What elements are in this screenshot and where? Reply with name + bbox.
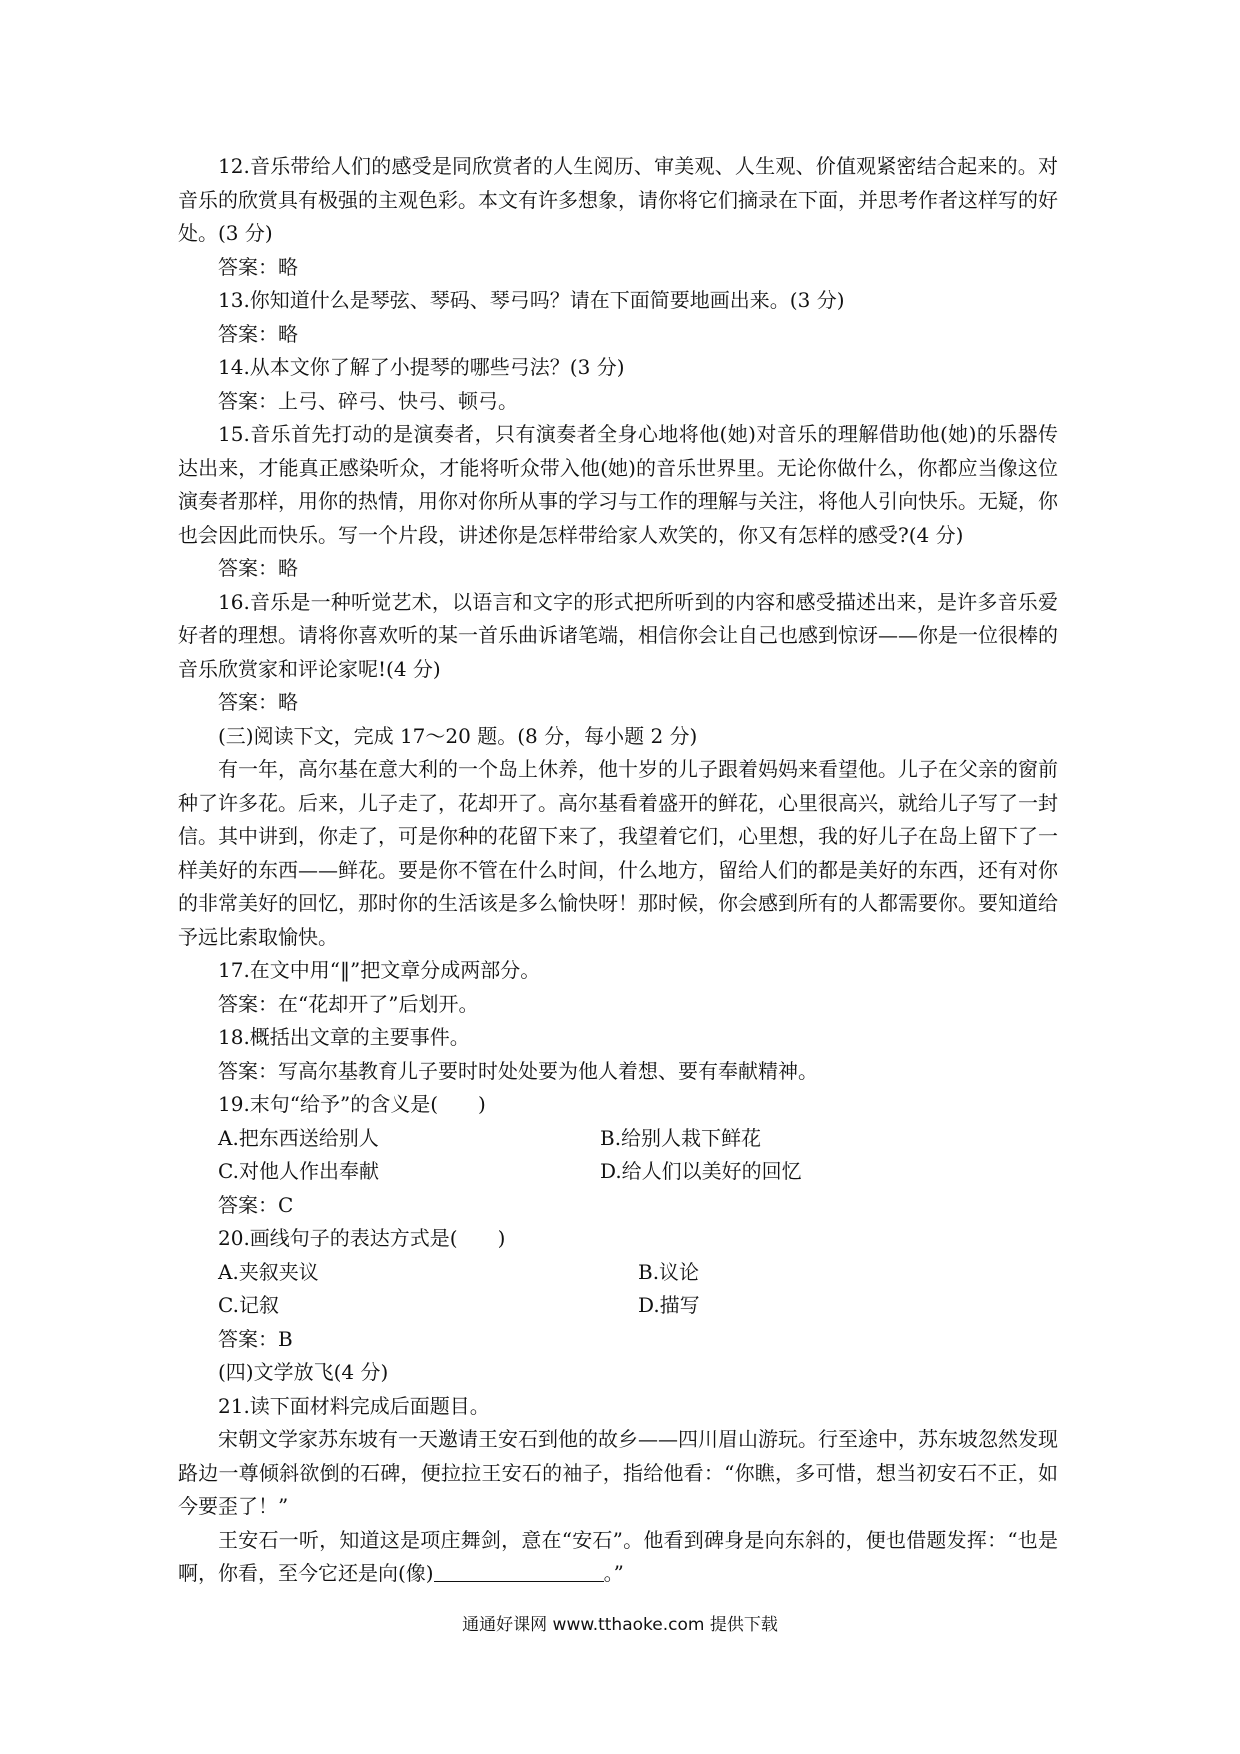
question-16: 16.音乐是一种听觉艺术，以语言和文字的形式把所听到的内容和感受描述出来，是许多音乐爱好者的理想。请将你喜欢听的某一首乐曲诉诸笔端，相信你会让自己也感到惊讶——你是一位很棒的音乐欣赏家和评论家呢!(4 分) [178,589,1058,681]
question-19: 19.末句“给予”的含义是( ) [218,1092,486,1116]
question-20: 20.画线句子的表达方式是( ) [218,1226,506,1250]
answer-15: 答案：略 [218,556,298,580]
question-20-option-d: D.描写 [638,1293,700,1317]
question-15: 15.音乐首先打动的是演奏者，只有演奏者全身心地将他(她)对音乐的理解借助他(她)的乐器传达出来，才能真正感染听众，才能将听众带入他(她)的音乐世界里。无论你做什么，你都应当像这位演奏者那样，用你的热情，用你对你所从事的学习与工作的理解与关注，将他人引向快乐。无疑，你也会因此而快乐。写一个片段，讲述你是怎样带给家人欢笑的，你又有怎样的感受?(4 分) [178,422,1058,547]
answer-19: 答案：C [218,1192,294,1217]
footer-credit: 通通好课网 www.tthaoke.com 提供下载 [462,1615,778,1635]
section-3-heading: (三)阅读下文，完成 17～20 题。(8 分，每小题 2 分) [218,723,698,748]
document-content [178,150,1058,1591]
question-18: 18.概括出文章的主要事件。 [218,1025,470,1049]
answer-18: 答案：写高尔基教育儿子要时时处处要为他人着想、要有奉献精神。 [218,1058,818,1083]
question-19-options-row-2 [178,1155,1058,1189]
answer-17: 答案：在“花却开了”后划开。 [218,991,479,1016]
question-21-passage-2-end: 。” [603,1561,624,1585]
question-21-passage-1: 宋朝文学家苏东坡有一天邀请王安石到他的故乡——四川眉山游玩。行至途中，苏东坡忽然发现路边一尊倾斜欲倒的石碑，便拉拉王安石的袖子，指给他看：“你瞧，多可惜，想当初安石不正，如今要歪了！” [178,1427,1058,1518]
answer-13: 答案：略 [218,321,298,346]
section-3-passage: 有一年，高尔基在意大利的一个岛上休养，他十岁的儿子跟着妈妈来看望他。儿子在父亲的窗前种了许多花。后来，儿子走了，花却开了。高尔基看着盛开的鲜花，心里很高兴，就给儿子写了一封信。其中讲到，你走了，可是你种的花留下来了，我望着它们，心里想，我的好儿子在岛上留下了一样美好的东西——鲜花。要是你不管在什么时间，什么地方，留给人们的都是美好的东西，还有对你的非常美好的回忆，那时你的生活该是多么愉快呀！那时候，你会感到所有的人都需要你。要知道给予远比索取愉快。 [178,757,1058,949]
question-12: 12.音乐带给人们的感受是同欣赏者的人生阅历、审美观、人生观、价值观紧密结合起来的。对音乐的欣赏具有极强的主观色彩。本文有许多想象，请你将它们摘录在下面，并思考作者这样写的好处。(3 分) [178,154,1058,245]
question-19-option-d: D.给人们以美好的回忆 [600,1159,802,1183]
question-19-option-a: A.把东西送给别人 [218,1125,379,1150]
question-20-option-a: A.夹叙夹议 [218,1259,319,1284]
question-14: 14.从本文你了解了小提琴的哪些弓法？(3 分) [218,355,625,379]
question-21: 21.读下面材料完成后面题目。 [218,1393,490,1418]
answer-14: 答案：上弓、碎弓、快弓、顿弓。 [218,388,518,413]
section-4-heading: (四)文学放飞(4 分) [218,1360,389,1384]
answer-20: 答案：B [218,1326,293,1351]
question-19-options-row-1 [178,1122,1058,1156]
answer-16: 答案：略 [218,690,298,714]
question-20-options-row-1 [178,1256,1058,1290]
question-21-passage-2-text: 王安石一听，知道这是项庄舞剑，意在“安石”。他看到碑身是向东斜的，便也借题发挥：“也是啊，你看，至今它还是向(像) [178,1527,1058,1585]
question-20-options-row-2 [178,1289,1058,1323]
question-20-option-c: C.记叙 [218,1293,279,1317]
question-21-passage-2 [178,1524,1058,1591]
fill-in-blank[interactable] [434,1559,604,1582]
question-20-option-b: B.议论 [638,1259,700,1284]
question-19-option-b: B.给别人栽下鲜花 [600,1125,762,1150]
question-17: 17.在文中用“‖”把文章分成两部分。 [218,958,541,982]
question-13: 13.你知道什么是琴弦、琴码、琴弓吗？请在下面简要地画出来。(3 分) [218,288,845,312]
question-19-option-c: C.对他人作出奉献 [218,1159,379,1183]
answer-12: 答案：略 [218,254,298,279]
